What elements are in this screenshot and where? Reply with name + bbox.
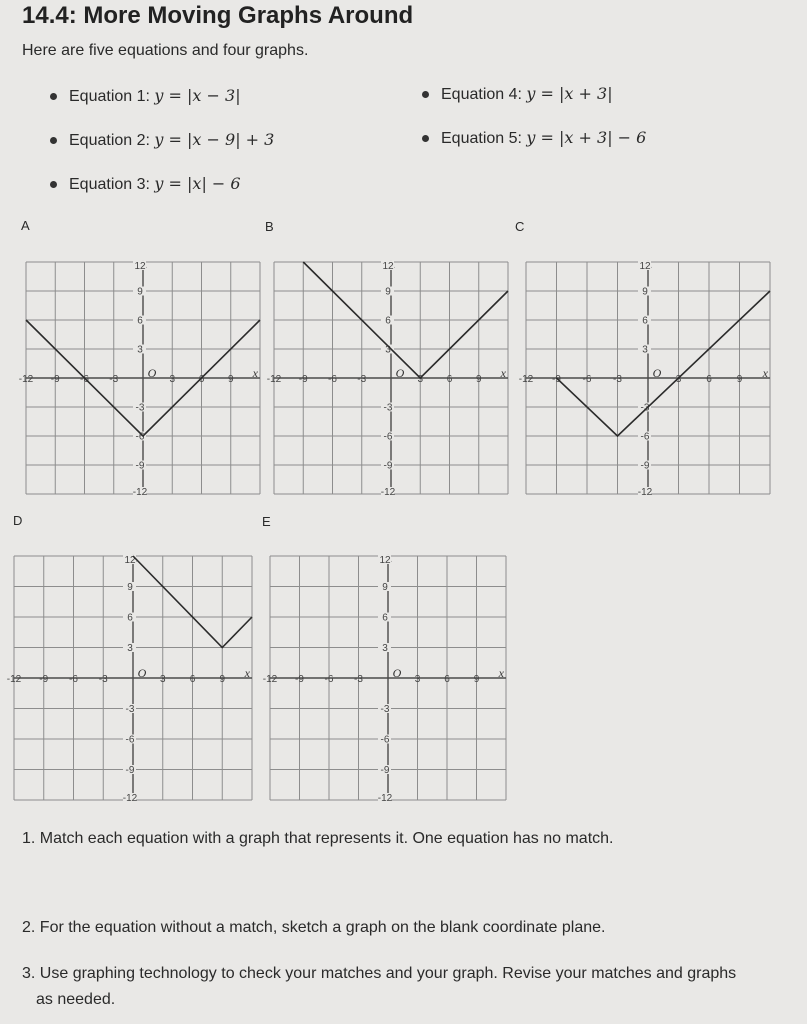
y-tick-label: 9 xyxy=(382,582,388,593)
equation-1 xyxy=(50,86,241,106)
y-tick-label: 3 xyxy=(385,344,391,356)
equation-formula: y = |x| − 6 xyxy=(154,174,241,193)
graph-d-plane xyxy=(6,555,252,804)
x-tick-label: -3 xyxy=(109,374,119,385)
x-tick-label: -3 xyxy=(354,674,363,685)
question-2: 2. For the equation without a match, sketch a graph on the blank coordinate plane. xyxy=(22,919,606,936)
x-tick-label: -9 xyxy=(39,674,49,685)
equation-5 xyxy=(422,128,646,148)
y-tick-label: -9 xyxy=(125,765,135,776)
y-tick-label: 12 xyxy=(134,261,146,272)
graph-line xyxy=(557,291,771,436)
x-tick-label: -6 xyxy=(582,374,592,385)
origin-label: O xyxy=(395,366,405,380)
x-tick-label: -3 xyxy=(613,374,622,385)
graph-c-letter: C xyxy=(515,219,525,234)
equation-formula: y = |x + 3| − 6 xyxy=(526,128,647,147)
graph-c-plane xyxy=(518,261,770,498)
x-tick-label: 6 xyxy=(706,374,712,385)
origin-label: O xyxy=(147,366,157,380)
x-tick-label: 3 xyxy=(159,674,166,685)
y-tick-label: -9 xyxy=(383,460,393,472)
x-tick-label: 6 xyxy=(444,674,450,685)
x-tick-label: 6 xyxy=(189,674,196,685)
y-tick-label: 6 xyxy=(642,315,648,327)
equation-label: Equation 1: xyxy=(69,88,150,105)
bullet-icon xyxy=(50,93,57,100)
y-tick-label: -12 xyxy=(380,487,396,498)
equation-label: Equation 3: xyxy=(69,176,150,193)
x-tick-label: -9 xyxy=(298,374,308,385)
equation-3 xyxy=(50,174,241,194)
graph-e-letter: E xyxy=(262,514,271,529)
x-axis-label: x xyxy=(762,366,768,380)
y-tick-label: -9 xyxy=(380,765,390,776)
y-tick-label: -6 xyxy=(125,734,135,746)
x-tick-label: 9 xyxy=(227,374,234,385)
graph-a-letter: A xyxy=(21,218,30,233)
question-3: 3. Use graphing technology to check your matches and your graph. Revise your matches and graphs as needed. xyxy=(22,965,737,1008)
x-tick-label: 9 xyxy=(219,674,226,685)
x-tick-label: -6 xyxy=(324,674,334,685)
y-tick-label: -6 xyxy=(383,431,393,443)
y-tick-label: -3 xyxy=(125,704,135,715)
y-tick-label: 3 xyxy=(137,344,143,356)
x-tick-label: -12 xyxy=(266,374,282,385)
x-tick-label: 9 xyxy=(473,674,480,685)
y-tick-label: 12 xyxy=(124,555,136,566)
y-tick-label: 6 xyxy=(137,315,143,327)
y-tick-label: 6 xyxy=(382,612,388,624)
equation-label: Equation 4: xyxy=(441,86,522,103)
bullet-icon xyxy=(422,135,429,142)
origin-label: O xyxy=(652,366,662,380)
y-tick-label: -3 xyxy=(380,704,390,715)
y-tick-label: 3 xyxy=(127,643,133,654)
y-tick-label: 12 xyxy=(379,555,391,566)
x-tick-label: -3 xyxy=(98,674,108,685)
origin-label: O xyxy=(137,666,147,680)
equation-formula: y = |x − 3| xyxy=(154,86,241,105)
x-tick-label: -12 xyxy=(6,674,22,685)
x-tick-label: -6 xyxy=(80,374,89,385)
y-tick-label: -3 xyxy=(383,402,393,414)
x-axis-label: x xyxy=(498,666,504,680)
x-tick-label: -9 xyxy=(50,374,60,385)
x-tick-label: -12 xyxy=(518,374,534,385)
graph-b-letter: B xyxy=(265,219,274,234)
graph-e-plane[interactable] xyxy=(262,555,506,804)
bullet-icon xyxy=(422,91,429,98)
y-tick-label: -6 xyxy=(380,734,390,746)
graph-b-plane xyxy=(266,261,508,498)
y-tick-label: -6 xyxy=(640,431,650,443)
equation-formula: y = |x − 9| + 3 xyxy=(154,130,275,149)
y-tick-label: -12 xyxy=(122,793,138,804)
y-tick-label: 9 xyxy=(385,286,391,298)
y-tick-label: 6 xyxy=(385,315,391,327)
graph-d-letter: D xyxy=(13,513,23,528)
y-tick-label: -3 xyxy=(640,402,650,414)
bullet-icon xyxy=(50,137,57,144)
x-tick-label: 6 xyxy=(198,374,205,385)
equation-formula: y = |x + 3| xyxy=(526,84,613,103)
y-tick-label: 9 xyxy=(642,286,648,298)
y-tick-label: -3 xyxy=(135,402,145,414)
x-tick-label: -6 xyxy=(69,674,78,685)
x-axis-label: x xyxy=(500,366,506,380)
y-tick-label: -9 xyxy=(640,460,650,472)
bullet-icon xyxy=(50,181,57,188)
x-tick-label: -12 xyxy=(262,674,278,685)
question-1: 1. Match each equation with a graph that represents it. One equation has no match. xyxy=(22,830,614,847)
x-axis-label: x xyxy=(252,366,258,380)
x-tick-label: -12 xyxy=(18,374,34,385)
page-title: 14.4: More Moving Graphs Around xyxy=(22,2,414,29)
x-tick-label: 3 xyxy=(417,374,424,385)
graph-a-plane xyxy=(18,261,260,498)
y-tick-label: 6 xyxy=(127,612,133,624)
y-tick-label: -12 xyxy=(377,793,393,804)
x-axis-label: x xyxy=(244,666,250,680)
origin-label: O xyxy=(392,666,402,680)
equation-4 xyxy=(422,84,613,104)
x-tick-label: 3 xyxy=(675,374,682,385)
y-tick-label: 12 xyxy=(382,261,394,272)
y-tick-label: 12 xyxy=(639,261,651,272)
equation-label: Equation 2: xyxy=(69,132,150,149)
x-tick-label: 9 xyxy=(475,374,482,385)
equation-label: Equation 5: xyxy=(441,130,522,147)
x-tick-label: 9 xyxy=(736,374,743,385)
y-tick-label: -9 xyxy=(135,460,145,472)
x-tick-label: -3 xyxy=(357,374,367,385)
x-tick-label: -9 xyxy=(552,374,561,385)
intro-text: Here are five equations and four graphs. xyxy=(22,42,309,59)
y-tick-label: -12 xyxy=(132,487,148,498)
y-tick-label: 3 xyxy=(642,344,648,356)
y-tick-label: 9 xyxy=(127,582,133,593)
x-tick-label: -9 xyxy=(295,674,304,685)
y-tick-label: -12 xyxy=(637,487,653,498)
y-tick-label: -6 xyxy=(135,431,145,443)
equation-2 xyxy=(50,130,274,150)
x-tick-label: 3 xyxy=(169,374,176,385)
y-tick-label: 9 xyxy=(137,286,143,298)
x-tick-label: 3 xyxy=(414,674,421,685)
x-tick-label: -6 xyxy=(328,374,337,385)
y-tick-label: 3 xyxy=(382,643,388,654)
x-tick-label: 6 xyxy=(446,374,453,385)
